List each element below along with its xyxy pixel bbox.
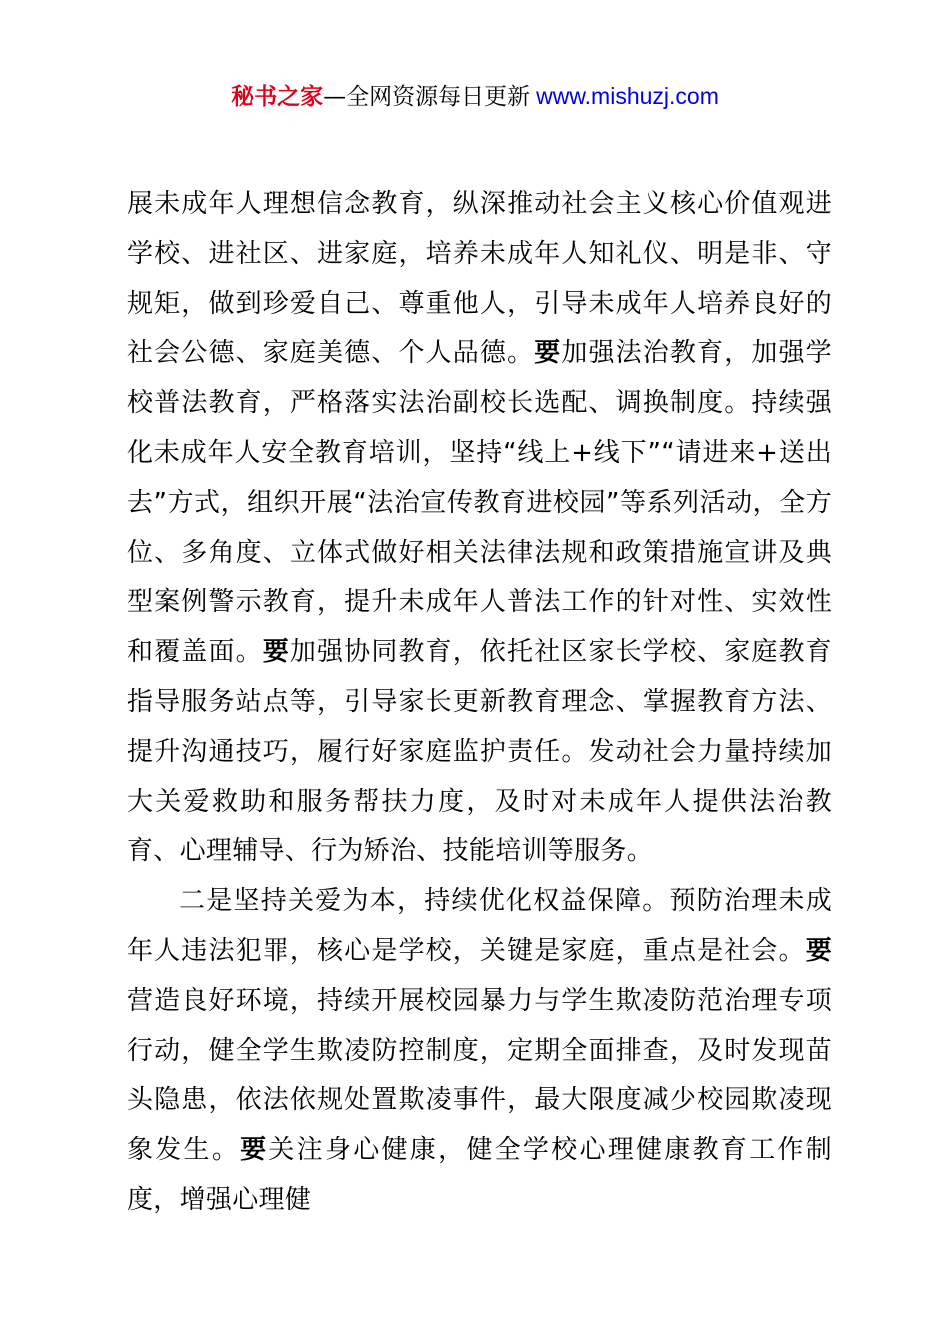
- body-paragraph-2: [127, 877, 832, 1226]
- paragraph-text: 营造良好环境，持续开展校园暴力与学生欺凌防范治理专项行动，健全学生欺凌防控制度，定期全面排查，及时发现苗头隐患，依法依规处置欺凌事件，最大限度减少校园欺凌现象发生。: [127, 985, 832, 1166]
- site-header: [0, 81, 950, 112]
- paragraph-text: 二是坚持关爱为本，持续优化权益保障。预防治理未成年人违法犯罪，核心是学校，关键是家庭，重点是社会。: [127, 886, 832, 966]
- paragraph-text: 关注身心健康，健全学校心理健康教育工作制度，增强心理健: [127, 1135, 832, 1215]
- document-body: [127, 180, 832, 1226]
- emphasis-keyword: 要: [240, 1135, 269, 1166]
- body-paragraph-1: [127, 180, 832, 877]
- emphasis-keyword: 要: [534, 338, 562, 369]
- emphasis-keyword: 要: [805, 935, 832, 966]
- emphasis-keyword: 要: [262, 637, 290, 668]
- paragraph-text: 展未成年人理想信念教育，纵深推动社会主义核心价值观进学校、进社区、进家庭，培养未成年人知礼仪、明是非、守规矩，做到珍爱自己、尊重他人，引导未成年人培养良好的社会公德、家庭美德、个人品德。: [127, 189, 832, 369]
- site-tagline: —全网资源每日更新: [323, 84, 531, 110]
- paragraph-text: 加强法治教育，加强学校普法教育，严格落实法治副校长选配、调换制度。持续强化未成年人安全教育培训，坚持“线上+线下”“请进来+送出去”方式，组织开展“法治宣传教育进校园”等系列活动，全方位、多角度、立体式做好相关法律法规和政策措施宣讲及典型案例警示教育，提升未成年人普法工作的针对性、实效性和覆盖面。: [127, 338, 832, 668]
- site-brand: 秘书之家: [231, 84, 324, 110]
- site-url-link[interactable]: www.mishuzj.com: [536, 83, 719, 109]
- paragraph-text: 加强协同教育，依托社区家长学校、家庭教育指导服务站点等，引导家长更新教育理念、掌握教育方法、提升沟通技巧，履行好家庭监护责任。发动社会力量持续加大关爱救助和服务帮扶力度，及时对未成年人提供法治教育、心理辅导、行为矫治、技能培训等服务。: [127, 637, 832, 867]
